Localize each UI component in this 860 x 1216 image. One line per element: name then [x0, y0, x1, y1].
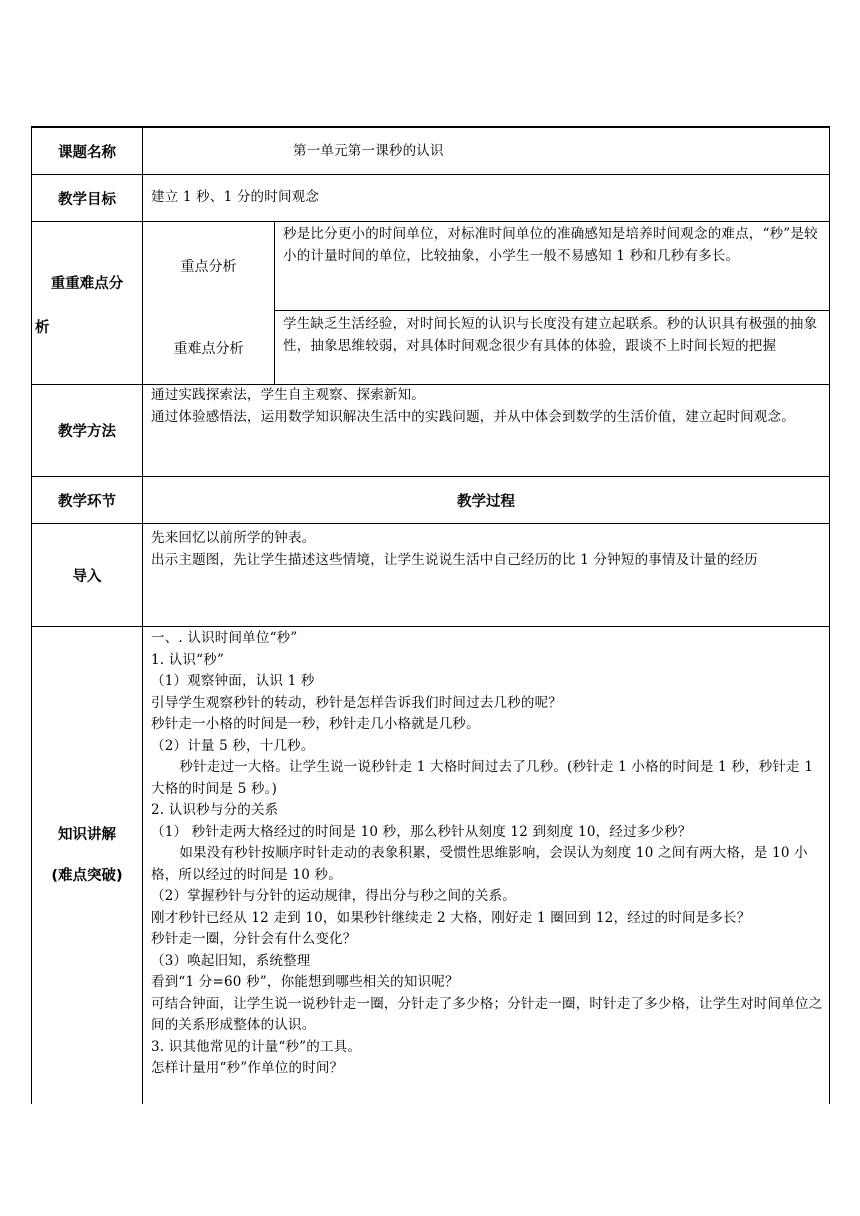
knowledge-line: （2）计量 5 秒，十几秒。 — [151, 737, 315, 754]
row-divider — [31, 626, 830, 627]
knowledge-label-line1: 知识讲解 — [58, 827, 116, 843]
knowledge-line: 可结合钟面，让学生说一说秒针走一圈，分针走了多少格；分针走一圈，时针走了多少格，让学生对时间单位之间的关系形成整体的认识。 — [151, 995, 823, 1033]
intro-label: 导入 — [72, 568, 102, 585]
knowledge-line: （1）观察钟面，认识 1 秒 — [151, 673, 315, 689]
method-line: 通过体验感悟法，运用数学知识解决生活中的实践问题，并从中体会到数学的生活价值，建立起时间观念。 — [151, 408, 795, 425]
lesson-plan-table — [31, 126, 830, 1104]
table-top-border — [31, 126, 830, 128]
knowledge-line: 秒针走一小格的时间是一秒，秒针走几小格就是几秒。 — [151, 716, 480, 732]
knowledge-line: 秒针走一圈，分针会有什么变化？ — [151, 931, 357, 947]
knowledge-line: 2. 认识秒与分的关系 — [151, 802, 279, 818]
hard-point-text: 学生缺乏生活经验，对时间长短的认识与长度没有建立起联系。秒的认识具有极强的抽象性，抽象思维较弱，对具体时间观念很少有具体的体验，跟谈不上时间长短的把握 — [283, 316, 818, 354]
sub-column-divider — [274, 221, 275, 384]
sub-row-divider — [274, 310, 830, 311]
knowledge-line: 怎样计量用“秒”作单位的时间？ — [151, 1060, 344, 1076]
difficulty-label-part1: 重重难点分 — [50, 275, 124, 292]
teaching-phase-label: 教学环节 — [58, 493, 116, 510]
knowledge-line: 1. 认识“秒” — [151, 651, 225, 668]
lesson-name-label: 课题名称 — [58, 144, 116, 161]
intro-line: 先来回忆以前所学的钟表。 — [151, 530, 316, 546]
knowledge-line: 刚才秒针已经从 12 走到 10，如果秒针继续走 2 大格，刚好走 1 圈回到 12，经过的时间是多长？ — [151, 909, 751, 926]
teaching-method-label: 教学方法 — [58, 424, 116, 440]
hard-point-label: 重难点分析 — [173, 340, 244, 357]
knowledge-line: （1） 秒针走两大格经过的时间是 10 秒，那么秒针从刻度 12 到刻度 10，经过多少秒？ — [151, 823, 692, 840]
knowledge-text — [151, 628, 823, 1080]
table-right-border — [829, 126, 830, 1104]
intro-line: 出示主题图，先让学生描述这些情境，让学生说说生活中自己经历的比 1 分钟短的事情及计量的经历 — [151, 551, 758, 568]
key-point-label: 重点分析 — [180, 259, 237, 275]
teaching-goal-label: 教学目标 — [58, 191, 116, 208]
knowledge-line: 引导学生观察秒针的转动，秒针是怎样告诉我们时间过去几秒的呢？ — [151, 694, 562, 711]
row-divider — [31, 174, 830, 175]
difficulty-label-part2: 析 — [35, 319, 50, 336]
knowledge-line: 秒针走过一大格。让学生说一说秒针走 1 大格时间过去了几秒。(秒针走 1 小格的时间是 1 秒，秒针走 1 大格的时间是 5 秒。) — [151, 759, 814, 797]
knowledge-label-line2: (难点突破) — [51, 868, 123, 884]
teaching-method-text — [151, 385, 823, 428]
key-point-text: 秒是比分更小的时间单位，对标准时间单位的准确感知是培养时间观念的难点，“秒”是较小的计量时间的单位，比较抽象，小学生一般不易感知 1 秒和几秒有多长。 — [283, 226, 818, 264]
row-divider — [31, 523, 830, 524]
teaching-goal-value: 建立 1 秒、1 分的时间观念 — [151, 189, 320, 205]
teaching-process-label: 教学过程 — [457, 493, 515, 510]
method-line: 通过实践探索法，学生自主观察、探索新知。 — [151, 387, 425, 403]
intro-text — [151, 528, 823, 571]
knowledge-label — [32, 816, 142, 896]
knowledge-line: 3. 识其他常见的计量“秒”的工具。 — [151, 1038, 362, 1055]
knowledge-line: 看到“1 分=60 秒”，你能想到哪些相关的知识呢？ — [151, 974, 459, 990]
knowledge-line: （3）唤起旧知，系统整理 — [151, 952, 311, 969]
knowledge-line: 一、. 认识时间单位“秒” — [151, 630, 298, 646]
lesson-name-value: 第一单元第一课秒的认识 — [293, 143, 444, 159]
knowledge-line: 如果没有秒针按顺序时针走动的表象积累，受惯性思维影响，会误认为刻度 10 之间有两大格，是 10 小格，所以经过的时间是 10 秒。 — [151, 845, 808, 883]
knowledge-line: （2）掌握秒针与分针的运动规律，得出分与秒之间的关系。 — [151, 888, 516, 904]
